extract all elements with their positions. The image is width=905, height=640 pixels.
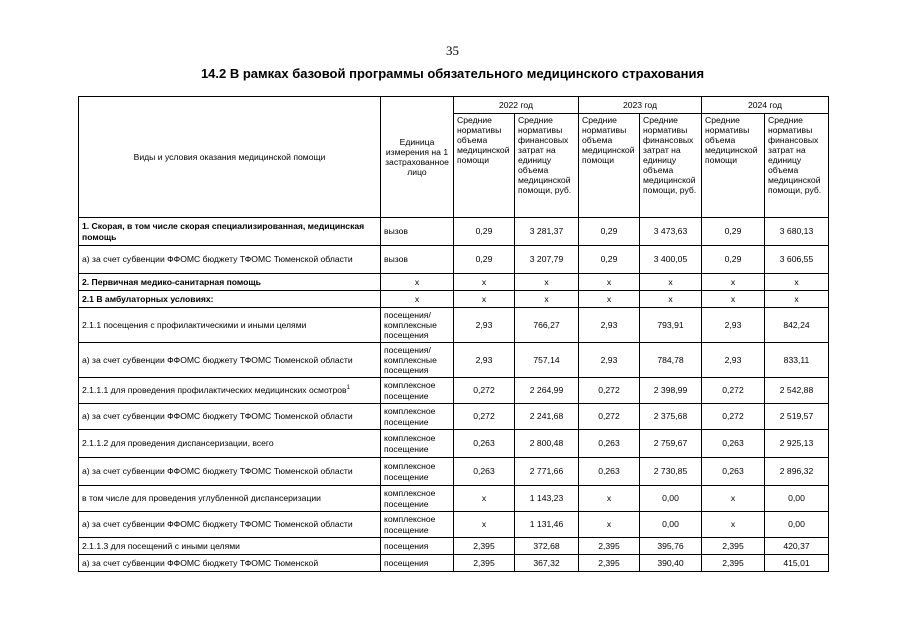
row-unit: вызов	[381, 246, 454, 274]
volume-cell: 0,272	[702, 378, 765, 404]
finance-cell: х	[765, 291, 829, 308]
volume-cell: 0,263	[579, 458, 640, 486]
volume-cell: х	[579, 291, 640, 308]
table-row	[79, 404, 829, 430]
row-unit: посещения	[381, 538, 454, 555]
row-label: 2.1 В амбулаторных условиях:	[79, 291, 381, 308]
volume-cell: х	[579, 274, 640, 291]
volume-cell: 2,395	[579, 555, 640, 572]
row-label: а) за счет субвенции ФФОМС бюджету ТФОМС Тюменской области	[79, 343, 381, 378]
finance-cell: 2 759,67	[640, 430, 702, 458]
row-unit: посещения/ комплексные посещения	[381, 343, 454, 378]
page-number: 35	[446, 43, 459, 58]
header-volume-2024: Средние нормативы объема медицинской помощи	[702, 114, 765, 218]
finance-cell: 3 606,55	[765, 246, 829, 274]
volume-cell: 2,93	[454, 308, 515, 343]
finance-cell: 2 896,32	[765, 458, 829, 486]
row-label: 2.1.1.3 для посещений с иными целями	[79, 538, 381, 555]
finance-cell: х	[640, 274, 702, 291]
volume-cell: 0,29	[702, 218, 765, 246]
row-unit: вызов	[381, 218, 454, 246]
row-label: 2.1.1.2 для проведения диспансеризации, всего	[79, 430, 381, 458]
row-label: а) за счет субвенции ФФОМС бюджету ТФОМС Тюменской области	[79, 512, 381, 538]
finance-cell: 766,27	[515, 308, 579, 343]
table-row	[79, 291, 829, 308]
volume-cell: 2,395	[702, 555, 765, 572]
row-label: в том числе для проведения углубленной диспансеризации	[79, 486, 381, 512]
volume-cell: х	[454, 274, 515, 291]
table-row	[79, 343, 829, 378]
finance-cell: 1 131,46	[515, 512, 579, 538]
table-row	[79, 430, 829, 458]
header-year-2022: 2022 год	[454, 97, 579, 114]
row-label: 1. Скорая, в том числе скорая специализированная, медицинская помощь	[79, 218, 381, 246]
medical-norms-table	[78, 96, 829, 572]
volume-cell: х	[579, 512, 640, 538]
row-unit: посещения/ комплексные посещения	[381, 308, 454, 343]
row-unit: х	[381, 291, 454, 308]
row-unit: комплексное посещение	[381, 458, 454, 486]
header-finance-2023: Средние нормативы финансовых затрат на единицу объема медицинской помощи, руб.	[640, 114, 702, 218]
volume-cell: 2,395	[702, 538, 765, 555]
row-label: а) за счет субвенции ФФОМС бюджету ТФОМС Тюменской	[79, 555, 381, 572]
table-row	[79, 512, 829, 538]
row-label: а) за счет субвенции ФФОМС бюджету ТФОМС Тюменской области	[79, 458, 381, 486]
finance-cell: 0,00	[640, 486, 702, 512]
finance-cell: 3 680,13	[765, 218, 829, 246]
finance-cell: 415,01	[765, 555, 829, 572]
row-label: а) за счет субвенции ФФОМС бюджету ТФОМС Тюменской области	[79, 404, 381, 430]
volume-cell: 0,272	[579, 404, 640, 430]
table-row	[79, 308, 829, 343]
volume-cell: 2,93	[702, 343, 765, 378]
volume-cell: х	[702, 274, 765, 291]
finance-cell: 784,78	[640, 343, 702, 378]
volume-cell: х	[702, 512, 765, 538]
header-finance-2024: Средние нормативы финансовых затрат на единицу объема медицинской помощи, руб.	[765, 114, 829, 218]
finance-cell: 2 264,99	[515, 378, 579, 404]
row-label: 2. Первичная медико-санитарная помощь	[79, 274, 381, 291]
row-label: 2.1.1.1 для проведения профилактических медицинских осмотров$^1$	[79, 378, 381, 404]
volume-cell: 0,272	[702, 404, 765, 430]
finance-cell: 372,68	[515, 538, 579, 555]
header-volume-2022: Средние нормативы объема медицинской помощи	[454, 114, 515, 218]
volume-cell: 0,272	[454, 378, 515, 404]
volume-cell: 0,29	[579, 246, 640, 274]
finance-cell: 2 771,66	[515, 458, 579, 486]
finance-cell: 833,11	[765, 343, 829, 378]
row-unit: посещения	[381, 555, 454, 572]
table-row	[79, 538, 829, 555]
volume-cell: 0,29	[454, 218, 515, 246]
row-label: 2.1.1 посещения с профилактическими и иными целями	[79, 308, 381, 343]
section-title: 14.2 В рамках базовой программы обязательного медицинского страхования	[200, 66, 705, 81]
finance-cell: 757,14	[515, 343, 579, 378]
volume-cell: 2,93	[579, 308, 640, 343]
table-body	[79, 218, 829, 572]
finance-cell: х	[515, 291, 579, 308]
volume-cell: 2,93	[454, 343, 515, 378]
header-year-2023: 2023 год	[579, 97, 702, 114]
finance-cell: 390,40	[640, 555, 702, 572]
volume-cell: 2,93	[702, 308, 765, 343]
finance-cell: 2 542,88	[765, 378, 829, 404]
volume-cell: 0,29	[702, 246, 765, 274]
finance-cell: 2 241,68	[515, 404, 579, 430]
finance-cell: 0,00	[765, 486, 829, 512]
table-row	[79, 274, 829, 291]
header-kind: Виды и условия оказания медицинской помощи	[79, 97, 381, 218]
row-label: а) за счет субвенции ФФОМС бюджету ТФОМС Тюменской области	[79, 246, 381, 274]
finance-cell: х	[640, 291, 702, 308]
volume-cell: 0,263	[454, 430, 515, 458]
table-row	[79, 486, 829, 512]
finance-cell: 3 473,63	[640, 218, 702, 246]
finance-cell: 2 398,99	[640, 378, 702, 404]
table-row	[79, 378, 829, 404]
table-row	[79, 555, 829, 572]
finance-cell: 1 143,23	[515, 486, 579, 512]
volume-cell: 2,395	[454, 538, 515, 555]
volume-cell: х	[454, 291, 515, 308]
volume-cell: 2,395	[579, 538, 640, 555]
finance-cell: 3 281,37	[515, 218, 579, 246]
volume-cell: х	[702, 486, 765, 512]
finance-cell: 3 207,79	[515, 246, 579, 274]
finance-cell: х	[515, 274, 579, 291]
table-header	[79, 97, 829, 218]
finance-cell: 842,24	[765, 308, 829, 343]
finance-cell: 420,37	[765, 538, 829, 555]
row-unit: комплексное посещение	[381, 486, 454, 512]
volume-cell: 0,263	[702, 458, 765, 486]
finance-cell: 3 400,05	[640, 246, 702, 274]
table-row	[79, 246, 829, 274]
row-unit: комплексное посещение	[381, 512, 454, 538]
row-unit: х	[381, 274, 454, 291]
row-unit: комплексное посещение	[381, 404, 454, 430]
row-unit: комплексное посещение	[381, 430, 454, 458]
volume-cell: 0,263	[579, 430, 640, 458]
volume-cell: 0,272	[454, 404, 515, 430]
header-year-2024: 2024 год	[702, 97, 829, 114]
volume-cell: 0,29	[579, 218, 640, 246]
volume-cell: х	[702, 291, 765, 308]
volume-cell: х	[454, 512, 515, 538]
volume-cell: 0,29	[454, 246, 515, 274]
finance-cell: 395,76	[640, 538, 702, 555]
table-row	[79, 458, 829, 486]
header-volume-2023: Средние нормативы объема медицинской помощи	[579, 114, 640, 218]
volume-cell: х	[579, 486, 640, 512]
table-row	[79, 218, 829, 246]
header-finance-2022: Средние нормативы финансовых затрат на единицу объема медицинской помощи, руб.	[515, 114, 579, 218]
finance-cell: х	[765, 274, 829, 291]
volume-cell: х	[454, 486, 515, 512]
finance-cell: 2 800,48	[515, 430, 579, 458]
finance-cell: 2 519,57	[765, 404, 829, 430]
volume-cell: 2,395	[454, 555, 515, 572]
finance-cell: 0,00	[765, 512, 829, 538]
finance-cell: 367,32	[515, 555, 579, 572]
finance-cell: 2 925,13	[765, 430, 829, 458]
header-unit: Единица измерения на 1 застрахованное лицо	[381, 97, 454, 218]
finance-cell: 793,91	[640, 308, 702, 343]
volume-cell: 2,93	[579, 343, 640, 378]
finance-cell: 2 375,68	[640, 404, 702, 430]
volume-cell: 0,263	[702, 430, 765, 458]
volume-cell: 0,272	[579, 378, 640, 404]
finance-cell: 2 730,85	[640, 458, 702, 486]
volume-cell: 0,263	[454, 458, 515, 486]
finance-cell: 0,00	[640, 512, 702, 538]
row-unit: комплексное посещение	[381, 378, 454, 404]
